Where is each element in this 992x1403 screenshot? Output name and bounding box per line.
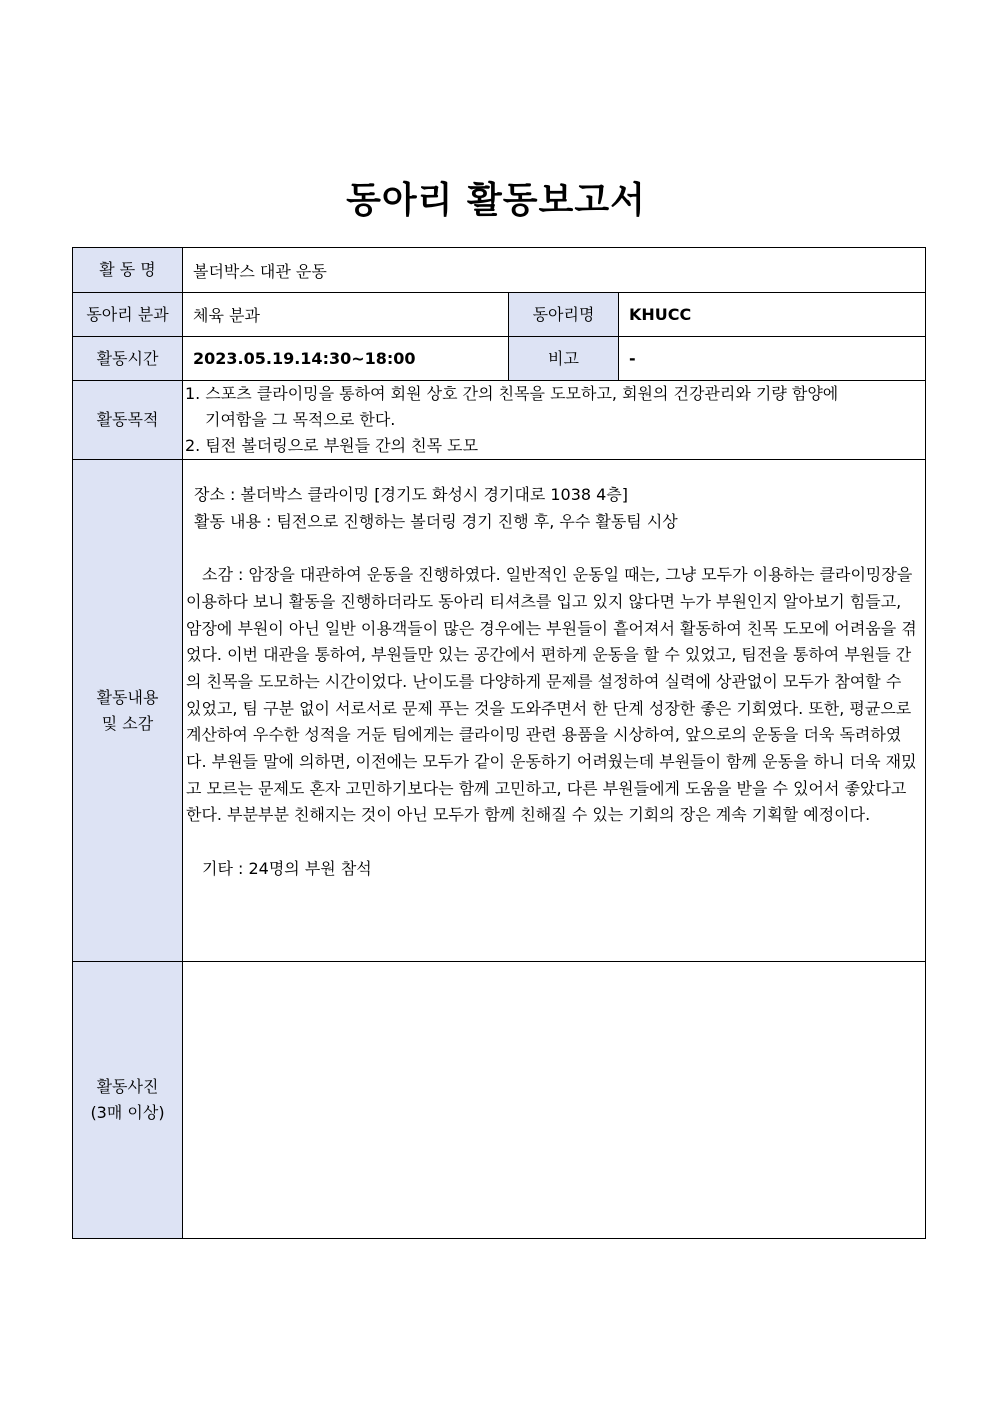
content-label-line-1: 활동내용: [96, 687, 159, 707]
content-label: [73, 460, 183, 962]
row-activity-time: [73, 337, 926, 381]
content-impression: 소감 : 암장을 대관하여 운동을 진행하였다. 일반적인 운동일 때는, 그냥 모두가 이용하는 클라이밍장을 이용하다 보니 활동을 진행하더라도 동아리 티셔츠를 입고 있지 않다면 누가 부원인지 알아보기 힘들고, 암장에 부원이 아닌 일반 이용객들이 많은 경우에는 부원들이 흩어져서 활동하여 친목 도모에 어려움을 겪었다. 이번 대관을 통하여, 부원들만 있는 공간에서 편하게 운동을 할 수 있었고, 팀전을 통하여 부원들 간의 친목을 도모하는 시간이었다. 난이도를 다양하게 문제를 설정하여 실력에 상관없이 모두가 참여할 수 있었고, 팀 구분 없이 서로서로 문제 푸는 것을 도와주면서 한 단계 성장한 좋은 기회였다. 또한, 평균으로 계산하여 우수한 성적을 거둔 팀에게는 클라이밍 관련 용품을 시상하여, 앞으로의 운동을 더욱 독려하였다. 부원들 말에 의하면, 이전에는 모두가 같이 운동하기 어려웠는데 부원들이 함께 운동을 하니 더욱 재밌고 모르는 문제도 혼자 고민하기보다는 함께 고민하고, 다른 부원들에게 도움을 받을 수 있어서 좋았다고 한다. 부분부분 친해지는 것이 아닌 모두가 함께 친해질 수 있는 기회의 장은 계속 기획할 예정이다.: [186, 565, 917, 825]
content-value: [183, 460, 926, 962]
content-spacer: [186, 535, 921, 562]
activity-name-label: 활 동 명: [73, 248, 183, 293]
row-photos: [73, 962, 926, 1239]
photos-label-line-1: 활동사진: [96, 1077, 159, 1097]
purpose-line-1: 1. 스포츠 클라이밍을 통하여 회원 상호 간의 친목을 도모하고, 회원의 건강관리와 기량 함양에: [185, 384, 839, 403]
content-spacer-2: [186, 829, 921, 856]
purpose-line-1-cont: 기여함을 그 목적으로 한다.: [205, 410, 396, 429]
document-title: 동아리 활동보고서: [346, 180, 646, 221]
club-name-value: KHUCC: [619, 293, 926, 337]
remarks-value: -: [619, 337, 926, 381]
content-place: 장소 : 볼더박스 클라이밍 [경기도 화성시 경기대로 1038 4층]: [194, 485, 629, 504]
photos-area: [183, 962, 926, 1239]
activity-time-value: 2023.05.19.14:30~18:00: [183, 337, 509, 381]
activity-name-value: 볼더박스 대관 운동: [183, 248, 926, 293]
club-division-label: 동아리 분과: [73, 293, 183, 337]
purpose-line-2: 2. 팀전 볼더링으로 부원들 간의 친목 도모: [185, 436, 479, 455]
content-etc: 기타 : 24명의 부원 참석: [202, 858, 372, 878]
content-details: 활동 내용 : 팀전으로 진행하는 볼더링 경기 진행 후, 우수 활동팀 시상: [194, 511, 678, 531]
content-label-line-2: 및 소감: [101, 713, 154, 733]
photos-label-line-2: (3매 이상): [90, 1103, 165, 1122]
activity-time-label: 활동시간: [73, 337, 183, 381]
report-table: [72, 247, 926, 1239]
remarks-label: 비고: [509, 337, 619, 381]
club-name-label: 동아리명: [509, 293, 619, 337]
purpose-label: 활동목적: [73, 381, 183, 460]
purpose-value: [183, 381, 926, 460]
club-division-value: 체육 분과: [183, 293, 509, 337]
row-content: [73, 460, 926, 962]
row-club-info: [73, 293, 926, 337]
row-purpose: [73, 381, 926, 460]
row-activity-name: [73, 248, 926, 293]
photos-label: [73, 962, 183, 1239]
